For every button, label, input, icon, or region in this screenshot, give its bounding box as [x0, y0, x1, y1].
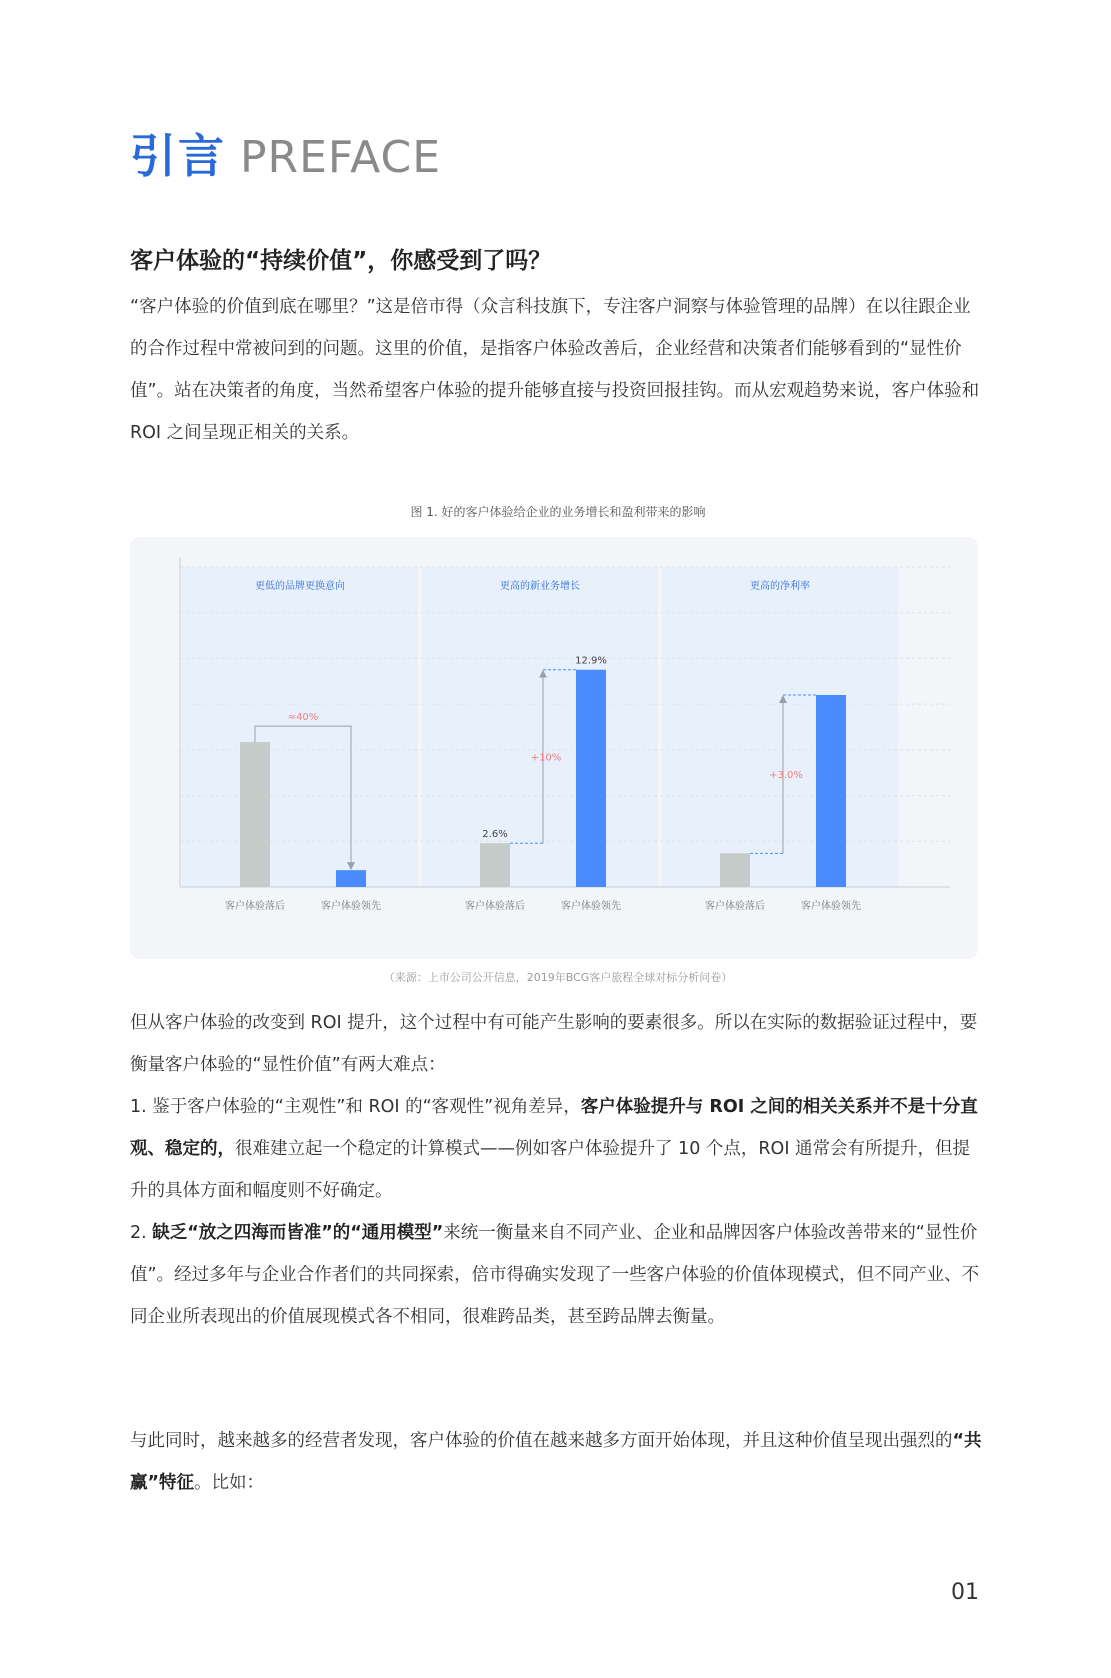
chart-container — [130, 537, 978, 959]
chart-panel-bg — [182, 567, 418, 887]
chart-panel-title: 更低的品牌更换意向 — [255, 581, 345, 592]
page-number: 01 — [951, 1580, 979, 1605]
point-2-prefix: 2. — [130, 1223, 153, 1243]
title-chinese: 引言 — [130, 129, 226, 183]
bar-leading — [816, 695, 846, 887]
paragraph-win-win — [130, 1420, 986, 1504]
chart-x-tick-label: 客户体验领先 — [321, 901, 381, 912]
chart-data-label: 12.9% — [575, 655, 607, 667]
chart-x-tick-label: 客户体验领先 — [801, 901, 861, 912]
para3-bold: “共赢”特征 — [130, 1431, 982, 1493]
point-2-suffix: 来统一衡量来自不同产业、企业和品牌因客户体验改善带来的“显性价值”。经过多年与企业合作者们的共同探索，倍市得确实发现了一些客户体验的价值体现模式，但不同产业、不同企业所表现出的价值展现模式各不相同，很难跨品类，甚至跨品牌去衡量。 — [130, 1223, 980, 1327]
bar-chart — [130, 537, 978, 959]
bar-leading — [576, 670, 606, 887]
chart-x-tick-label: 客户体验领先 — [561, 901, 621, 912]
point-2 — [130, 1212, 986, 1338]
chart-diff-label: +10% — [530, 752, 562, 764]
point-1-bold: 客户体验提升与 ROI 之间的相关关系并不是十分直观、稳定的， — [130, 1097, 978, 1159]
chart-diff-label: +3.0% — [769, 770, 803, 782]
bar-leading — [336, 870, 366, 887]
chart-data-label: 2.6% — [482, 829, 508, 841]
point-1-suffix: 很难建立起一个稳定的计算模式——例如客户体验提升了 10 个点，ROI 通常会有所提升，但提升的具体方面和幅度则不好确定。 — [130, 1139, 971, 1201]
page-title — [130, 124, 441, 199]
bar-lagging — [240, 742, 270, 887]
chart-panel-title: 更高的新业务增长 — [500, 581, 580, 592]
title-english: PREFACE — [240, 132, 442, 183]
chart-panel-title: 更高的净利率 — [750, 581, 810, 592]
figure-source: （来源：上市公司公开信息，2019年BCG客户旅程全球对标分析问卷） — [383, 971, 733, 984]
point-2-bold: 缺乏“放之四海而皆准”的“通用模型” — [152, 1223, 444, 1243]
chart-panel-bg — [662, 567, 898, 887]
figure-caption: 图 1. 好的客户体验给企业的业务增长和盈利带来的影响 — [410, 505, 706, 519]
chart-x-tick-label: 客户体验落后 — [225, 901, 285, 912]
section-subtitle: 客户体验的“持续价值”，你感受到了吗？ — [130, 248, 552, 274]
chart-diff-label: ≈40% — [287, 712, 319, 724]
point-1 — [130, 1086, 986, 1212]
chart-panel-bg — [422, 567, 658, 887]
bar-lagging — [720, 853, 750, 887]
chart-x-tick-label: 客户体验落后 — [705, 901, 765, 912]
para3-suffix: 。比如： — [194, 1473, 265, 1493]
point-1-prefix: 1. 鉴于客户体验的“主观性”和 ROI 的“客观性”视角差异， — [130, 1097, 581, 1117]
bar-lagging — [480, 843, 510, 887]
para3-text: 与此同时，越来越多的经营者发现，客户体验的价值在越来越多方面开始体现，并且这种价值呈现出强烈的 — [130, 1431, 953, 1451]
paragraph-difficulties: 但从客户体验的改变到 ROI 提升，这个过程中有可能产生影响的要素很多。所以在实际的数据验证过程中，要衡量客户体验的“显性价值”有两大难点： — [130, 1013, 978, 1075]
chart-x-tick-label: 客户体验落后 — [465, 901, 525, 912]
intro-paragraph: “客户体验的价值到底在哪里？”这是倍市得（众言科技旗下，专注客户洞察与体验管理的品牌）在以往跟企业的合作过程中常被问到的问题。这里的价值，是指客户体验改善后，企业经营和决策者们能够看到的“显性价值”。站在决策者的角度，当然希望客户体验的提升能够直接与投资回报挂钩。而从宏观趋势来说，客户体验和 ROI 之间呈现正相关的关系。 — [130, 297, 980, 443]
